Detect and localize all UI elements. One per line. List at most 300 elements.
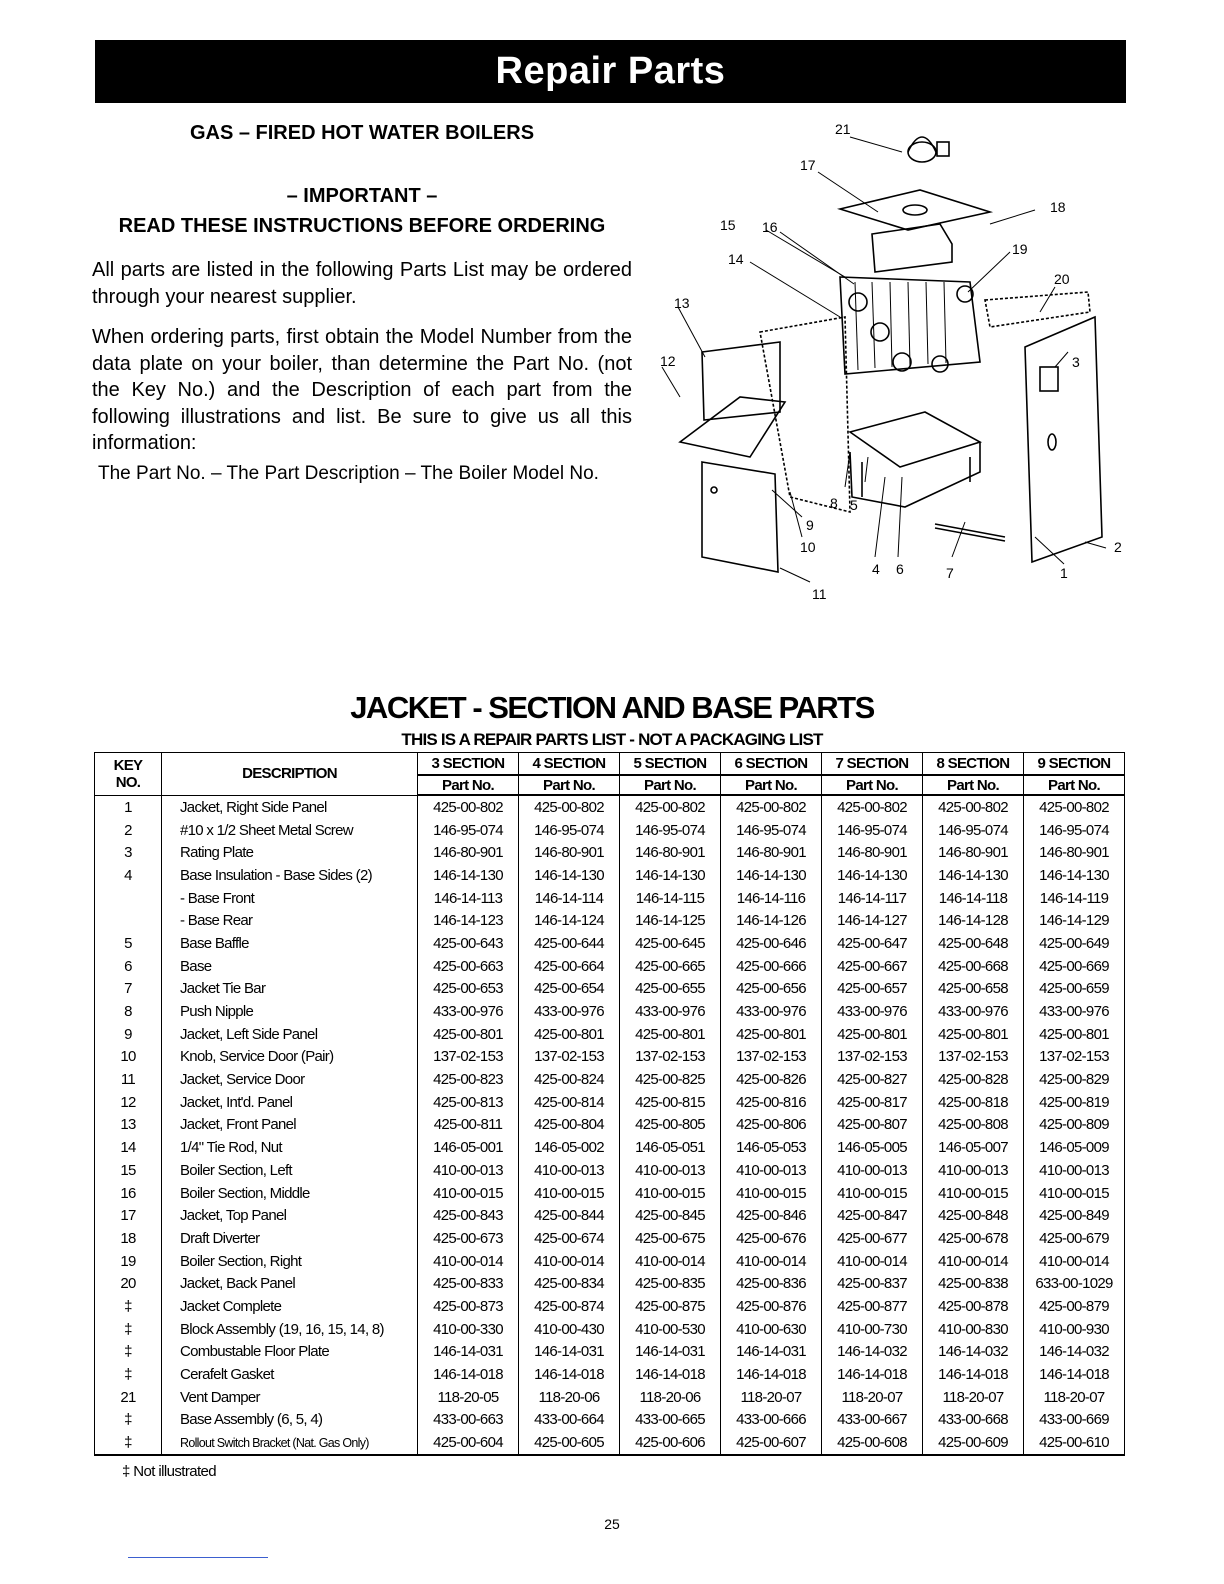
part-number: 425-00-845: [620, 1204, 721, 1227]
part-description: Jacket, Left Side Panel: [162, 1023, 418, 1046]
table-row: [95, 932, 1125, 955]
part-description: #10 x 1/2 Sheet Metal Screw: [162, 819, 418, 842]
part-number: 425-00-648: [923, 932, 1024, 955]
part-description: Base Insulation - Base Sides (2): [162, 864, 418, 887]
table-row: [95, 955, 1125, 978]
part-number: 146-14-018: [418, 1363, 519, 1386]
part-number: 425-00-802: [418, 795, 519, 819]
part-description: 1/4" Tie Rod, Nut: [162, 1136, 418, 1159]
part-no-header: Part No.: [519, 775, 620, 795]
part-number: 425-00-834: [519, 1272, 620, 1295]
part-number: 146-14-115: [620, 887, 721, 910]
table-row: [95, 1159, 1125, 1182]
part-number: 146-05-007: [923, 1136, 1024, 1159]
boiler-heading: GAS – FIRED HOT WATER BOILERS: [189, 122, 535, 144]
part-number: 425-00-649: [1024, 932, 1125, 955]
part-number: 425-00-801: [822, 1023, 923, 1046]
table-row: [95, 1204, 1125, 1227]
part-number: 410-00-013: [822, 1159, 923, 1182]
part-number: 433-00-667: [822, 1409, 923, 1432]
part-number: 118-20-06: [519, 1386, 620, 1409]
part-number: 425-00-605: [519, 1431, 620, 1455]
table-row: [95, 819, 1125, 842]
key-number: ‡: [95, 1318, 162, 1341]
part-number: 425-00-645: [620, 932, 721, 955]
key-number: 3: [95, 841, 162, 864]
part-number: 433-00-669: [1024, 1409, 1125, 1432]
key-number: 14: [95, 1136, 162, 1159]
part-number: 425-00-825: [620, 1068, 721, 1091]
part-number: 425-00-818: [923, 1091, 1024, 1114]
part-number: 425-00-847: [822, 1204, 923, 1227]
section-header: 4 SECTION: [519, 753, 620, 776]
section-subtitle: THIS IS A REPAIR PARTS LIST - NOT A PACKAGING LIST: [401, 730, 823, 749]
key-number: ‡: [95, 1431, 162, 1455]
part-number: 425-00-646: [721, 932, 822, 955]
section-header: 9 SECTION: [1024, 753, 1125, 776]
part-number: 146-80-901: [822, 841, 923, 864]
part-number: 137-02-153: [822, 1046, 923, 1069]
diagram-label: 11: [812, 586, 827, 602]
table-row: [95, 1182, 1125, 1205]
key-number: 18: [95, 1227, 162, 1250]
part-number: 410-00-930: [1024, 1318, 1125, 1341]
part-number: 118-20-07: [923, 1386, 1024, 1409]
part-description: Base: [162, 955, 418, 978]
part-number: 425-00-811: [418, 1114, 519, 1137]
part-number: 425-00-875: [620, 1295, 721, 1318]
part-number: 146-95-074: [418, 819, 519, 842]
part-number: 410-00-015: [721, 1182, 822, 1205]
part-number: 425-00-669: [1024, 955, 1125, 978]
part-description: Rating Plate: [162, 841, 418, 864]
page-number: 25: [604, 1516, 620, 1532]
part-description: Combustable Floor Plate: [162, 1341, 418, 1364]
key-number: 5: [95, 932, 162, 955]
table-row: [95, 841, 1125, 864]
part-number: 433-00-976: [923, 1000, 1024, 1023]
part-description: Jacket, Int'd. Panel: [162, 1091, 418, 1114]
part-number: 146-14-018: [721, 1363, 822, 1386]
part-number: 410-00-014: [822, 1250, 923, 1273]
part-number: 146-14-126: [721, 909, 822, 932]
part-no-header: Part No.: [923, 775, 1024, 795]
part-number: 425-00-673: [418, 1227, 519, 1250]
table-row: [95, 1409, 1125, 1432]
part-number: 410-00-013: [620, 1159, 721, 1182]
key-number: 10: [95, 1046, 162, 1069]
table-row: [95, 887, 1125, 910]
part-number: 425-00-802: [620, 795, 721, 819]
part-number: 425-00-801: [620, 1023, 721, 1046]
part-number: 146-80-901: [620, 841, 721, 864]
part-number: 410-00-014: [721, 1250, 822, 1273]
table-row: [95, 1431, 1125, 1455]
part-number: 425-00-604: [418, 1431, 519, 1455]
part-number: 146-95-074: [519, 819, 620, 842]
part-number: 146-14-018: [1024, 1363, 1125, 1386]
table-row: [95, 1386, 1125, 1409]
part-number: 146-95-074: [822, 819, 923, 842]
part-number: 146-14-129: [1024, 909, 1125, 932]
repair-parts-banner: [95, 40, 1126, 103]
part-number: 425-00-610: [1024, 1431, 1125, 1455]
part-number: 146-14-031: [620, 1341, 721, 1364]
part-number: 146-14-113: [418, 887, 519, 910]
table-row: [95, 1272, 1125, 1295]
part-number: 146-80-901: [923, 841, 1024, 864]
part-description: Jacket Tie Bar: [162, 978, 418, 1001]
part-number: 425-00-873: [418, 1295, 519, 1318]
part-number: 137-02-153: [519, 1046, 620, 1069]
part-number: 146-14-128: [923, 909, 1024, 932]
key-number: 4: [95, 864, 162, 887]
part-number: 425-00-802: [822, 795, 923, 819]
part-number: 146-14-119: [1024, 887, 1125, 910]
part-number: 425-00-664: [519, 955, 620, 978]
part-number: 410-00-014: [519, 1250, 620, 1273]
part-number: 425-00-827: [822, 1068, 923, 1091]
part-description: Push Nipple: [162, 1000, 418, 1023]
part-description: Jacket, Right Side Panel: [162, 795, 418, 819]
part-number: 425-00-848: [923, 1204, 1024, 1227]
part-description: Rollout Switch Bracket (Nat. Gas Only): [162, 1431, 418, 1455]
part-number: 410-00-014: [923, 1250, 1024, 1273]
part-number: 410-00-630: [721, 1318, 822, 1341]
part-number: 146-14-130: [721, 864, 822, 887]
part-number: 433-00-976: [721, 1000, 822, 1023]
diagram-label: 10: [800, 539, 816, 555]
table-row: [95, 1068, 1125, 1091]
part-number: 425-00-801: [1024, 1023, 1125, 1046]
part-number: 425-00-826: [721, 1068, 822, 1091]
diagram-label: 7: [946, 565, 954, 581]
part-number: 146-14-118: [923, 887, 1024, 910]
part-number: 146-95-074: [923, 819, 1024, 842]
part-number: 137-02-153: [721, 1046, 822, 1069]
part-number: 146-14-032: [1024, 1341, 1125, 1364]
part-number: 425-00-678: [923, 1227, 1024, 1250]
part-number: 146-14-130: [620, 864, 721, 887]
part-number: 146-14-032: [822, 1341, 923, 1364]
part-number: 146-05-053: [721, 1136, 822, 1159]
diagram-label: 20: [1054, 271, 1070, 287]
part-description: Jacket, Back Panel: [162, 1272, 418, 1295]
part-number: 425-00-813: [418, 1091, 519, 1114]
part-number: 425-00-849: [1024, 1204, 1125, 1227]
part-number: 433-00-664: [519, 1409, 620, 1432]
diagram-label: 1: [1060, 565, 1068, 581]
part-number: 633-00-1029: [1024, 1272, 1125, 1295]
diagram-label: 6: [896, 561, 904, 577]
part-number: 137-02-153: [620, 1046, 721, 1069]
part-number: 425-00-653: [418, 978, 519, 1001]
part-number: 410-00-015: [519, 1182, 620, 1205]
table-row: [95, 1250, 1125, 1273]
key-number: 8: [95, 1000, 162, 1023]
part-description: Block Assembly (19, 16, 15, 14, 8): [162, 1318, 418, 1341]
section-header: 8 SECTION: [923, 753, 1024, 776]
part-number: 425-00-665: [620, 955, 721, 978]
part-number: 410-00-013: [923, 1159, 1024, 1182]
diagram-label: 16: [762, 219, 778, 235]
table-row: [95, 1295, 1125, 1318]
intro-paragraph-2: When ordering parts, first obtain the Model Number from the data plate on your boiler, than determine the Part No. (not the Key No.) and the Description of each part from the following illustrations and list. Be sure to give us all this information:: [92, 326, 632, 454]
key-number: 1: [95, 795, 162, 819]
part-number: 146-80-901: [519, 841, 620, 864]
key-number: 2: [95, 819, 162, 842]
part-number: 425-00-823: [418, 1068, 519, 1091]
table-row: [95, 978, 1125, 1001]
part-number: 425-00-608: [822, 1431, 923, 1455]
part-number: 146-14-130: [519, 864, 620, 887]
section-header: 6 SECTION: [721, 753, 822, 776]
part-number: 425-00-801: [923, 1023, 1024, 1046]
part-description: Base Assembly (6, 5, 4): [162, 1409, 418, 1432]
part-number: 410-00-530: [620, 1318, 721, 1341]
part-number: 146-05-009: [1024, 1136, 1125, 1159]
part-number: 410-00-013: [519, 1159, 620, 1182]
part-number: 433-00-668: [923, 1409, 1024, 1432]
part-number: 410-00-015: [923, 1182, 1024, 1205]
section-title: JACKET - SECTION AND BASE PARTS: [350, 690, 874, 725]
part-number: 433-00-976: [1024, 1000, 1125, 1023]
section-header: 5 SECTION: [620, 753, 721, 776]
part-description: Base Baffle: [162, 932, 418, 955]
part-number: 425-00-833: [418, 1272, 519, 1295]
part-number: 410-00-330: [418, 1318, 519, 1341]
part-number: 425-00-879: [1024, 1295, 1125, 1318]
read-instructions-label: READ THESE INSTRUCTIONS BEFORE ORDERING: [118, 215, 606, 237]
part-number: 425-00-802: [923, 795, 1024, 819]
part-number: 137-02-153: [418, 1046, 519, 1069]
part-number: 433-00-976: [620, 1000, 721, 1023]
part-number: 146-05-002: [519, 1136, 620, 1159]
part-number: 425-00-606: [620, 1431, 721, 1455]
part-description: Cerafelt Gasket: [162, 1363, 418, 1386]
part-description: Draft Diverter: [162, 1227, 418, 1250]
part-number: 425-00-815: [620, 1091, 721, 1114]
key-number: 17: [95, 1204, 162, 1227]
part-number: 146-80-901: [721, 841, 822, 864]
part-number: 425-00-801: [519, 1023, 620, 1046]
part-number: 425-00-607: [721, 1431, 822, 1455]
part-number: 137-02-153: [923, 1046, 1024, 1069]
table-row: [95, 1023, 1125, 1046]
part-number: 425-00-668: [923, 955, 1024, 978]
part-number: 425-00-876: [721, 1295, 822, 1318]
key-number: ‡: [95, 1341, 162, 1364]
part-number: 410-00-014: [620, 1250, 721, 1273]
part-number: 146-14-127: [822, 909, 923, 932]
part-number: 433-00-666: [721, 1409, 822, 1432]
important-label: – IMPORTANT –: [286, 185, 438, 207]
key-number: 12: [95, 1091, 162, 1114]
part-number: 425-00-666: [721, 955, 822, 978]
part-number: 425-00-643: [418, 932, 519, 955]
part-number: 425-00-837: [822, 1272, 923, 1295]
part-number: 425-00-659: [1024, 978, 1125, 1001]
diagram-label: 15: [720, 217, 736, 233]
diagram-label: 14: [728, 251, 744, 267]
part-number: 425-00-658: [923, 978, 1024, 1001]
part-number: 425-00-814: [519, 1091, 620, 1114]
part-number: 425-00-804: [519, 1114, 620, 1137]
part-number: 146-14-123: [418, 909, 519, 932]
part-number: 118-20-06: [620, 1386, 721, 1409]
banner-title: Repair Parts: [495, 50, 726, 92]
part-number: 146-80-901: [418, 841, 519, 864]
diagram-label: 4: [872, 561, 880, 577]
key-number: ‡: [95, 1409, 162, 1432]
key-number: 15: [95, 1159, 162, 1182]
table-row: [95, 909, 1125, 932]
part-number: 425-00-656: [721, 978, 822, 1001]
part-number: 425-00-677: [822, 1227, 923, 1250]
part-number: 425-00-676: [721, 1227, 822, 1250]
part-number: 433-00-976: [822, 1000, 923, 1023]
diagram-label: 19: [1012, 241, 1028, 257]
part-number: 146-14-125: [620, 909, 721, 932]
part-number: 425-00-667: [822, 955, 923, 978]
repair-parts-table: [94, 752, 1125, 1456]
table-row: [95, 1363, 1125, 1386]
part-number: 146-14-130: [1024, 864, 1125, 887]
part-no-header: Part No.: [1024, 775, 1125, 795]
part-description: - Base Rear: [162, 909, 418, 932]
key-number: 9: [95, 1023, 162, 1046]
part-number: 410-00-015: [822, 1182, 923, 1205]
diagram-label: 18: [1050, 199, 1066, 215]
table-row: [95, 1114, 1125, 1137]
part-number: 425-00-679: [1024, 1227, 1125, 1250]
key-number: 13: [95, 1114, 162, 1137]
part-number: 146-05-001: [418, 1136, 519, 1159]
part-number: 410-00-013: [721, 1159, 822, 1182]
part-description: Knob, Service Door (Pair): [162, 1046, 418, 1069]
part-number: 425-00-802: [721, 795, 822, 819]
table-row: [95, 1318, 1125, 1341]
part-number: 425-00-877: [822, 1295, 923, 1318]
part-number: 425-00-846: [721, 1204, 822, 1227]
part-number: 425-00-801: [721, 1023, 822, 1046]
part-number: 425-00-816: [721, 1091, 822, 1114]
part-number: 146-14-116: [721, 887, 822, 910]
part-number: 433-00-665: [620, 1409, 721, 1432]
part-number: 425-00-801: [418, 1023, 519, 1046]
intro-paragraph-1: All parts are listed in the following Parts List may be ordered through your nearest supplier.: [92, 259, 632, 308]
diagram-label: 2: [1114, 539, 1122, 555]
part-number: 425-00-874: [519, 1295, 620, 1318]
part-number: 425-00-674: [519, 1227, 620, 1250]
part-number: 425-00-835: [620, 1272, 721, 1295]
part-number: 425-00-829: [1024, 1068, 1125, 1091]
key-number: 21: [95, 1386, 162, 1409]
table-row: [95, 1091, 1125, 1114]
part-number: 146-14-114: [519, 887, 620, 910]
key-header: KEY NO.: [95, 753, 162, 796]
part-number: 410-00-015: [418, 1182, 519, 1205]
diagram-label: 13: [674, 295, 690, 311]
part-number: 425-00-647: [822, 932, 923, 955]
part-no-header: Part No.: [822, 775, 923, 795]
part-number: 425-00-655: [620, 978, 721, 1001]
key-number: 19: [95, 1250, 162, 1273]
part-number: 425-00-644: [519, 932, 620, 955]
part-number: 410-00-730: [822, 1318, 923, 1341]
part-number: 137-02-153: [1024, 1046, 1125, 1069]
diagram-label: 5: [850, 497, 858, 513]
part-number: 118-20-07: [822, 1386, 923, 1409]
part-number: 118-20-07: [1024, 1386, 1125, 1409]
part-number: 146-05-005: [822, 1136, 923, 1159]
part-number: 146-14-018: [620, 1363, 721, 1386]
part-number: 410-00-015: [1024, 1182, 1125, 1205]
diagram-label: 9: [806, 517, 814, 533]
part-number: 425-00-802: [1024, 795, 1125, 819]
part-number: 425-00-824: [519, 1068, 620, 1091]
required-info-line: The Part No. – The Part Description – The Boiler Model No.: [98, 462, 599, 484]
part-number: 425-00-808: [923, 1114, 1024, 1137]
ordering-instructions: [92, 118, 632, 485]
part-description: Vent Damper: [162, 1386, 418, 1409]
part-number: 146-95-074: [721, 819, 822, 842]
part-number: 410-00-014: [1024, 1250, 1125, 1273]
diagram-label: 8: [830, 495, 838, 511]
part-description: - Base Front: [162, 887, 418, 910]
part-number: 146-14-018: [822, 1363, 923, 1386]
diagram-label: 17: [800, 157, 816, 173]
part-number: 433-00-976: [418, 1000, 519, 1023]
part-number: 425-00-802: [519, 795, 620, 819]
diagram-label: 12: [660, 353, 676, 369]
part-number: 410-00-013: [1024, 1159, 1125, 1182]
part-number: 425-00-878: [923, 1295, 1024, 1318]
diagram-label: 21: [835, 121, 851, 137]
section-header: 3 SECTION: [418, 753, 519, 776]
diagram-label: 3: [1072, 354, 1080, 370]
part-number: 425-00-828: [923, 1068, 1024, 1091]
table-row: [95, 864, 1125, 887]
part-number: 146-95-074: [620, 819, 721, 842]
table-row: [95, 1227, 1125, 1250]
part-description: Boiler Section, Left: [162, 1159, 418, 1182]
part-number: 410-00-430: [519, 1318, 620, 1341]
part-number: 425-00-843: [418, 1204, 519, 1227]
not-illustrated-footnote: ‡ Not illustrated: [122, 1463, 217, 1480]
part-number: 410-00-014: [418, 1250, 519, 1273]
part-number: 146-14-018: [923, 1363, 1024, 1386]
part-number: 425-00-805: [620, 1114, 721, 1137]
part-number: 425-00-809: [1024, 1114, 1125, 1137]
part-number: 118-20-07: [721, 1386, 822, 1409]
table-row: [95, 1341, 1125, 1364]
part-number: 146-14-130: [418, 864, 519, 887]
part-description: Jacket, Top Panel: [162, 1204, 418, 1227]
part-number: 146-80-901: [1024, 841, 1125, 864]
part-number: 425-00-675: [620, 1227, 721, 1250]
table-row: [95, 1046, 1125, 1069]
section-header: 7 SECTION: [822, 753, 923, 776]
part-description: Jacket, Service Door: [162, 1068, 418, 1091]
part-number: 146-14-018: [519, 1363, 620, 1386]
key-number: ‡: [95, 1295, 162, 1318]
part-description: Jacket, Front Panel: [162, 1114, 418, 1137]
part-number: 146-14-032: [923, 1341, 1024, 1364]
part-number: 425-00-609: [923, 1431, 1024, 1455]
part-number: 146-14-117: [822, 887, 923, 910]
part-number: 433-00-663: [418, 1409, 519, 1432]
